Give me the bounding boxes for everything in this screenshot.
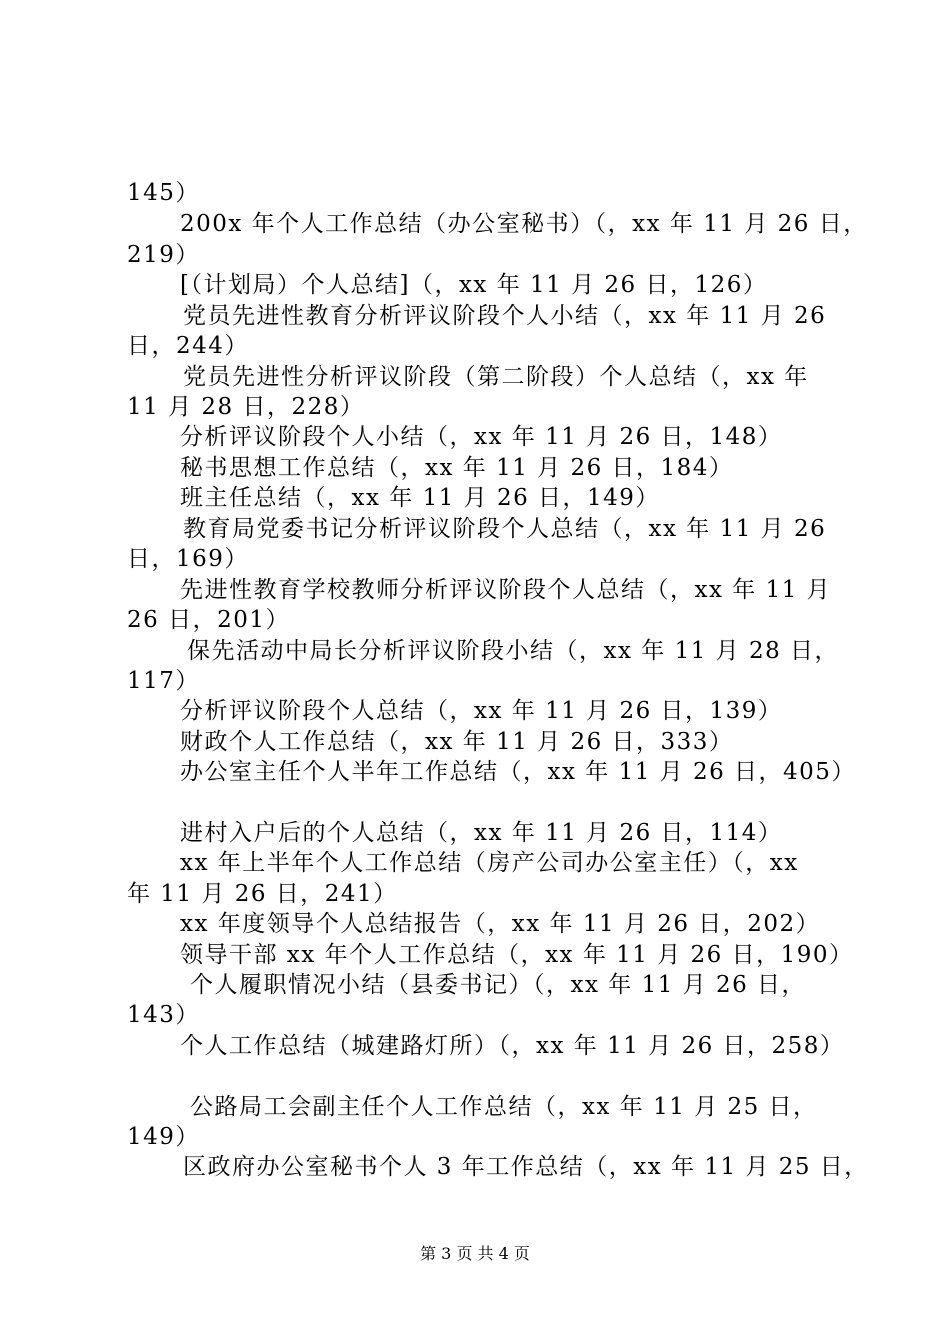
text-line-27: 143） (127, 1002, 200, 1028)
text-line-30: 149） (127, 1124, 200, 1150)
text-line-18: 分析评议阶段个人总结（，xx 年 11 月 26 日，139） (180, 698, 783, 724)
text-line-4: [（计划局）个人总结]（，xx 年 11 月 26 日，126） (180, 272, 768, 298)
text-line-24: xx 年度领导个人总结报告（，xx 年 11 月 26 日，202） (180, 911, 821, 937)
text-line-9: 分析评议阶段个人小结（，xx 年 11 月 26 日，148） (180, 424, 783, 450)
text-line-21: 进村入户后的个人总结（，xx 年 11 月 26 日，114） (180, 820, 783, 846)
text-line-3: 219） (127, 242, 200, 268)
text-line-20: 办公室主任个人半年工作总结（，xx 年 11 月 26 日，405） (180, 759, 856, 785)
text-line-11: 班主任总结（，xx 年 11 月 26 日，149） (180, 485, 660, 511)
text-line-14: 先进性教育学校教师分析评议阶段个人总结（，xx 年 11 月 (180, 577, 832, 603)
text-line-19: 财政个人工作总结（，xx 年 11 月 26 日，333） (180, 729, 734, 755)
text-line-22: xx 年上半年个人工作总结（房产公司办公室主任）（，xx (180, 850, 799, 876)
text-line-5: 党员先进性教育分析评议阶段个人小结（，xx 年 11 月 26 (183, 303, 827, 329)
text-line-8: 11 月 28 日，228） (127, 394, 365, 420)
text-line-28: 个人工作总结（城建路灯所）（，xx 年 11 月 26 日，258） (180, 1033, 845, 1059)
text-line-17: 117） (127, 668, 200, 694)
text-line-1: 145） (127, 180, 200, 206)
text-line-15: 26 日，201） (127, 607, 290, 633)
text-line-7: 党员先进性分析评议阶段（第二阶段）个人总结（，xx 年 (183, 364, 809, 390)
text-line-13: 日，169） (127, 546, 249, 572)
text-line-10: 秘书思想工作总结（，xx 年 11 月 26 日，184） (180, 455, 734, 481)
text-line-29: 公路局工会副主任个人工作总结（，xx 年 11 月 25 日， (190, 1094, 818, 1120)
text-line-25: 领导干部 xx 年个人工作总结（，xx 年 11 月 26 日，190） (180, 942, 854, 968)
text-line-16: 保先活动中局长分析评议阶段小结（，xx 年 11 月 28 日， (187, 638, 840, 664)
text-line-31: 区政府办公室秘书个人 3 年工作总结（，xx 年 11 月 25 日， (183, 1154, 869, 1180)
text-line-26: 个人履职情况小结（县委书记）（，xx 年 11 月 26 日， (190, 972, 807, 998)
text-line-12: 教育局党委书记分析评议阶段个人总结（，xx 年 11 月 26 (183, 516, 827, 542)
text-line-23: 年 11 月 26 日，241） (127, 881, 398, 907)
page-footer: 第 3 页 共 4 页 (420, 1244, 530, 1263)
text-line-6: 日，244） (127, 333, 249, 359)
text-line-2: 200x 年个人工作总结（办公室秘书）（，xx 年 11 月 26 日， (180, 211, 868, 237)
